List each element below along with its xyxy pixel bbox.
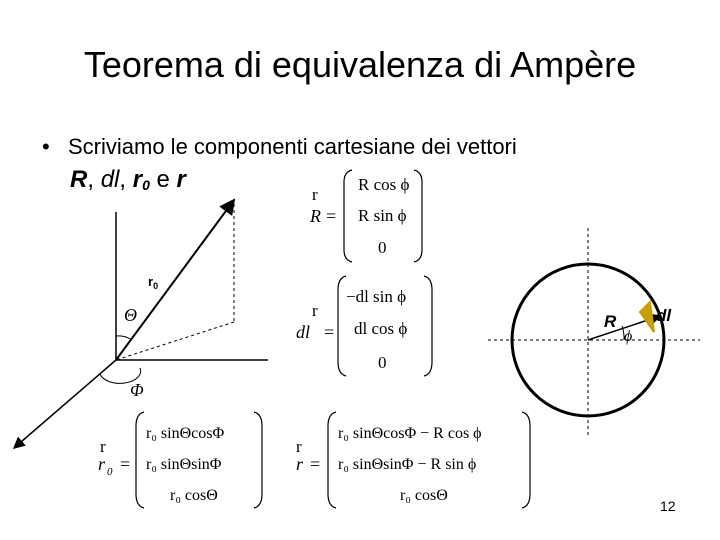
r0-row-3: r₀ cosΘ	[170, 487, 218, 504]
sep-1: ,	[87, 166, 101, 193]
theta-label: Θ	[124, 305, 137, 325]
dl-eq: =	[324, 322, 335, 342]
bullet-dot-icon: •	[42, 134, 50, 159]
phi-label: Φ	[130, 380, 144, 400]
dl-lhs: dl	[296, 322, 311, 342]
page-number: 12	[660, 498, 676, 514]
vector-r-label: r	[176, 166, 186, 193]
r-row-1: r₀ sinΘcosΦ − R cos ϕ	[338, 425, 482, 442]
r-row-3: r₀ cosΘ	[400, 487, 448, 504]
r-eq: =	[310, 454, 321, 474]
vector-R-label: R	[70, 166, 88, 193]
r0-diagram-sub: 0	[153, 281, 159, 291]
r0-diagram-letter: r	[148, 274, 154, 289]
circle-R-label: R	[604, 312, 617, 331]
r-arrow: r	[296, 437, 302, 456]
bullet-sentence: Scriviamo le componenti cartesiane dei vettori	[68, 134, 517, 159]
r0-arrow: r	[100, 437, 106, 456]
r0-diagram-label	[148, 274, 158, 291]
sep-2: ,	[119, 166, 133, 193]
vector-r0-label: r	[132, 166, 143, 193]
dl-bracket-left	[338, 276, 346, 376]
R-arrow: r	[312, 185, 318, 204]
dl-row-3: 0	[378, 353, 387, 372]
r0-row-1: r₀ sinΘcosΦ	[146, 425, 225, 442]
vector-r0-subscript: 0	[142, 177, 150, 193]
r-bracket-right	[522, 412, 530, 508]
r0-row-2: r₀ sinΘsinΦ	[146, 456, 222, 473]
R-bracket-left	[344, 170, 352, 262]
R-row-1: R cos ϕ	[358, 175, 410, 194]
R-bracket-right	[414, 170, 422, 262]
R-lhs: R	[310, 206, 321, 226]
circle-phi-label: ϕ	[624, 328, 633, 345]
r0-bracket-left	[136, 412, 144, 508]
slide-title: Teorema di equivalenza di Ampère	[83, 44, 637, 85]
dl-arrow: r	[312, 301, 318, 320]
r0-eq: =	[120, 454, 131, 474]
dl-bracket-right	[424, 276, 432, 376]
r0-vector	[116, 200, 234, 360]
x-axis	[14, 360, 116, 448]
r-row-2: r₀ sinΘsinΦ − R sin ϕ	[338, 456, 477, 473]
theta-arc	[116, 336, 132, 340]
R-row-2: R sin ϕ	[358, 206, 407, 225]
r0-lhs: r	[98, 454, 106, 474]
dl-marker	[640, 302, 654, 332]
dl-row-1: −dl sin ϕ	[346, 287, 407, 306]
circle-dl-label: dl	[656, 306, 672, 325]
r0-lhs-sub: 0	[107, 466, 113, 478]
R-eq: =	[326, 206, 337, 226]
projection-to-origin	[116, 322, 234, 360]
conjunction: e	[149, 166, 177, 193]
r-bracket-left	[328, 412, 336, 508]
r0-bracket-right	[254, 412, 262, 508]
vector-dl-label: dl	[100, 166, 120, 193]
r-lhs: r	[296, 454, 304, 474]
R-row-3: 0	[378, 238, 387, 257]
dl-row-2: dl cos ϕ	[354, 319, 408, 338]
